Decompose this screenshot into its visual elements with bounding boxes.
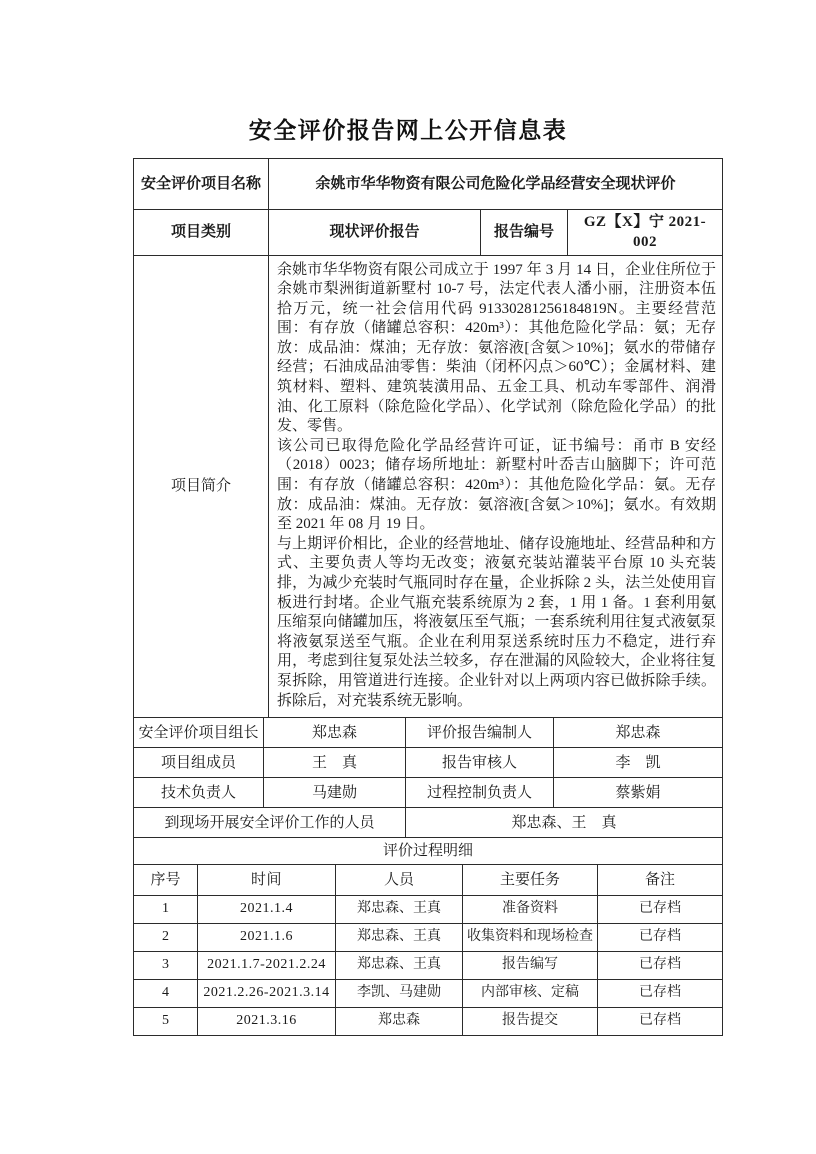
- table-row-project-name: [134, 159, 722, 210]
- team-members-value: 王 真: [264, 748, 406, 777]
- process-cell-no: 1: [134, 896, 198, 923]
- team-leader-value: 郑忠森: [264, 718, 406, 747]
- process-control-value: 蔡紫娟: [615, 784, 661, 801]
- process-cell-no: 2: [134, 924, 198, 951]
- process-cell-task: 报告提交: [463, 1008, 598, 1035]
- intro-paragraph-3: 与上期评价相比，企业的经营地址、储存设施地址、经营品种和方式、主要负责人等均无改变；液氨充装站灌装平台原 10 头充装排，为减少充装时气瓶同时存在量，企业拆除 2 头，法兰处使用盲板进行封堵。企业气瓶充装系统原为 2 套，1 用 1 备。1 套利用氨压缩泵向储罐加压，将液氨压至气瓶；一套系统利用往复式液氨泵将液氨泵送至气瓶。企业在利用泵送系统时压力不稳定，进行弃用，考虑到往复泵处法兰较多，存在泄漏的风险较大，企业将往复泵拆除，用管道进行连接。企业针对以上两项内容已做拆除手续。拆除后，对充装系统无影响。: [277, 535, 716, 709]
- team-leader-label: 安全评价项目组长: [134, 718, 264, 747]
- process-cell-personnel: 郑忠森、王真: [336, 924, 463, 951]
- report-no-value: GZ【X】宁 2021-002: [583, 214, 707, 251]
- report-reviewer-value: 李 凯: [615, 754, 661, 771]
- process-cell-personnel: 郑忠森: [336, 1008, 463, 1035]
- table-row-team-members: [134, 748, 722, 778]
- team-members-label: 项目组成员: [134, 748, 264, 777]
- table-row-onsite: [134, 808, 722, 838]
- table-row-tech-lead: [134, 778, 722, 808]
- tech-lead-label: 技术负责人: [134, 778, 264, 807]
- process-section-title: 评价过程明细: [382, 843, 473, 860]
- process-cell-no: 4: [134, 980, 198, 1007]
- process-header-personnel: 人员: [336, 865, 463, 895]
- process-cell-time: 2021.1.7-2021.2.24: [198, 952, 336, 979]
- process-cell-note: 已存档: [639, 1013, 681, 1029]
- process-cell-personnel: 郑忠森、王真: [336, 896, 463, 923]
- intro-paragraph-1: 余姚市华华物资有限公司成立于 1997 年 3 月 14 日，企业住所位于余姚市梨洲街道新墅村 10-7 号，法定代表人潘小丽，注册资本伍拾万元，统一社会信用代码 91330281256184819N。主要经营范围：有存放（储罐总容积：420m³）：其他危险化学品：氨；无存放：成品油：煤油；无存放：氨溶液[含氨＞10%]；氨水的带储存经营；石油成品油零售：柴油（闭杯闪点＞60℃）；金属材料、建筑材料、塑料、建筑装潢用品、五金工具、机动车零部件、润滑油、化工原料（除危险化学品）、化学试剂（除危险化学品）的批发、零售。: [277, 261, 716, 435]
- intro-content: [269, 256, 722, 718]
- info-table: [133, 158, 723, 1036]
- table-row-process-title: [134, 838, 722, 865]
- process-cell-time: 2021.1.6: [198, 924, 336, 951]
- process-cell-note: 已存档: [639, 901, 681, 917]
- onsite-value: 郑忠森、王 真: [511, 814, 617, 831]
- process-header-time: 时间: [198, 865, 336, 895]
- process-cell-note: 已存档: [639, 929, 681, 945]
- process-cell-task: 收集资料和现场检查: [463, 924, 598, 951]
- process-header-no: 序号: [134, 865, 198, 895]
- category-value: 现状评价报告: [269, 210, 481, 255]
- process-cell-time: 2021.2.26-2021.3.14: [198, 980, 336, 1007]
- table-row-team-leader: [134, 718, 722, 748]
- report-author-value: 郑忠森: [615, 724, 661, 741]
- process-cell-note: 已存档: [639, 985, 681, 1001]
- report-author-label: 评价报告编制人: [406, 718, 554, 747]
- process-row-4: [134, 980, 722, 1008]
- process-cell-time: 2021.1.4: [198, 896, 336, 923]
- report-no-label: 报告编号: [481, 210, 568, 255]
- table-row-category: [134, 210, 722, 256]
- process-row-1: [134, 896, 722, 924]
- process-header-note: 备注: [644, 872, 675, 889]
- process-cell-time: 2021.3.16: [198, 1008, 336, 1035]
- process-cell-task: 报告编写: [463, 952, 598, 979]
- intro-label: 项目简介: [134, 256, 269, 718]
- process-control-label: 过程控制负责人: [406, 778, 554, 807]
- process-row-2: [134, 924, 722, 952]
- process-row-3: [134, 952, 722, 980]
- process-header-row: [134, 865, 722, 896]
- process-cell-task: 准备资料: [463, 896, 598, 923]
- table-row-intro: [134, 256, 722, 719]
- project-name-label: 安全评价项目名称: [134, 159, 269, 209]
- process-cell-personnel: 李凯、马建勋: [336, 980, 463, 1007]
- project-name-value: 余姚市华华物资有限公司危险化学品经营安全现状评价: [315, 175, 676, 192]
- page-title: 安全评价报告网上公开信息表: [248, 118, 568, 143]
- process-cell-note: 已存档: [639, 957, 681, 973]
- process-cell-personnel: 郑忠森、王真: [336, 952, 463, 979]
- report-reviewer-label: 报告审核人: [406, 748, 554, 777]
- process-header-task: 主要任务: [463, 865, 598, 895]
- category-label: 项目类别: [134, 210, 269, 255]
- tech-lead-value: 马建勋: [264, 778, 406, 807]
- onsite-label: 到现场开展安全评价工作的人员: [134, 808, 406, 837]
- process-cell-no: 5: [134, 1008, 198, 1035]
- intro-paragraph-2: 该公司已取得危险化学品经营许可证，证书编号：甬市 B 安经（2018）0023；储存场所地址：新墅村叶岙吉山脑脚下；许可范围：有存放（储罐总容积：420m³）：其他危险化学品：氨。无存放：成品油：煤油。无存放：氨溶液[含氨＞10%]；氨水。有效期至 2021 年 08 月 19 日。: [277, 437, 716, 533]
- process-cell-no: 3: [134, 952, 198, 979]
- process-row-5: [134, 1008, 722, 1035]
- process-cell-task: 内部审核、定稿: [463, 980, 598, 1007]
